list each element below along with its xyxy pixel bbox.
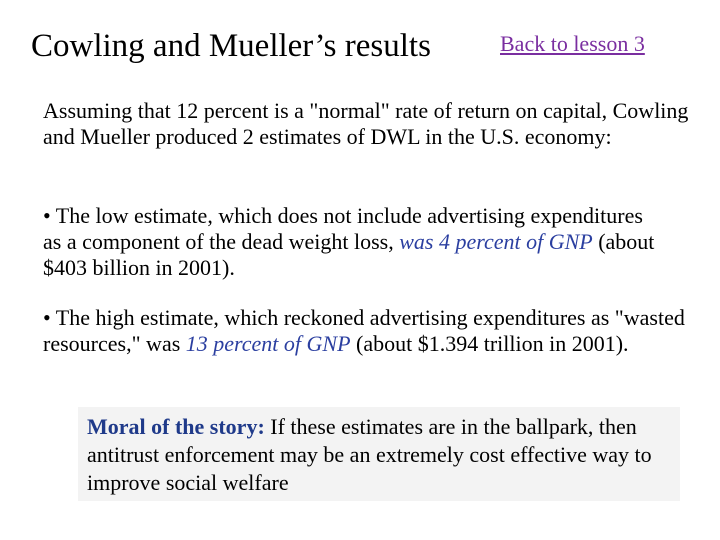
high-estimate-highlight: 13 percent of GNP xyxy=(185,331,351,356)
high-estimate-text: • The high estimate, which reckoned advertising expenditures as "wasted resources," was xyxy=(43,305,685,356)
low-estimate-paragraph xyxy=(43,203,663,281)
high-estimate-paragraph xyxy=(43,305,693,357)
intro-paragraph: Assuming that 12 percent is a "normal" rate of return on capital, Cowling and Mueller produced 2 estimates of DWL in the U.S. economy: xyxy=(43,98,689,149)
high-estimate-detail: (about $1.394 trillion in 2001). xyxy=(350,331,629,356)
back-to-lesson-link[interactable]: Back to lesson 3 xyxy=(500,31,645,56)
low-estimate-text: • The low estimate, which does not include advertising expenditures as a component of the dead weight loss, xyxy=(43,203,643,254)
low-estimate-detail: (about $403 billion in 2001). xyxy=(43,229,655,280)
slide-title: Cowling and Mueller’s results xyxy=(31,28,431,64)
moral-text: If these estimates are in the ballpark, then antitrust enforcement may be an extremely cost effective way to improve social welfare xyxy=(87,414,652,495)
low-estimate-highlight: was 4 percent of GNP xyxy=(399,229,593,254)
moral-box xyxy=(78,407,680,501)
moral-label: Moral of the story: xyxy=(87,414,265,439)
